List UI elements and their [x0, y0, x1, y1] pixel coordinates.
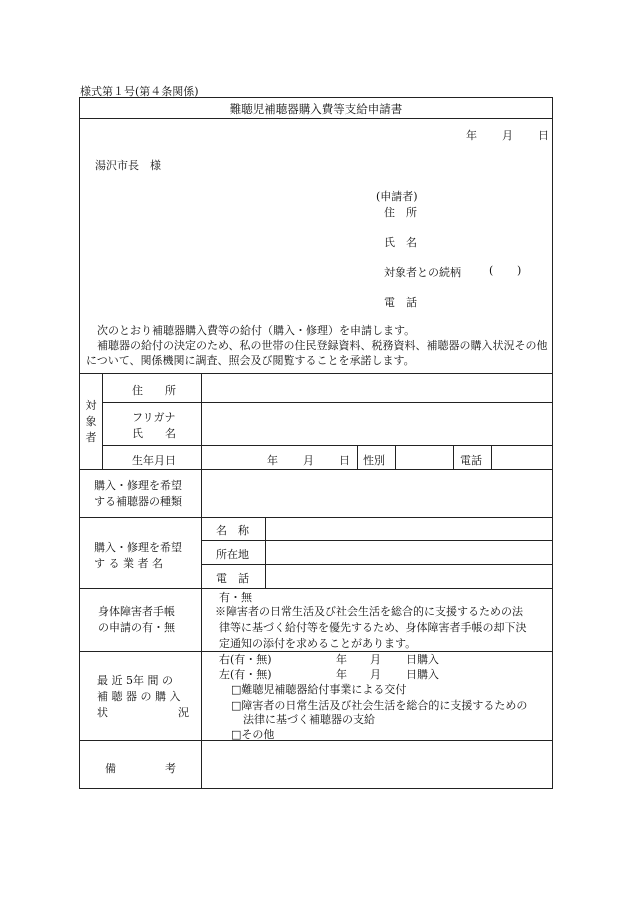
right-ear-choice: 右(有・無) [219, 653, 272, 666]
disability-note: ※障害者の日常生活及び社会生活を総合的に支援するための法 [215, 605, 523, 618]
subject-label-char: 者 [85, 431, 97, 444]
right-year-unit: 年 [336, 653, 347, 666]
subject-label-char: 象 [85, 415, 97, 428]
disability-label: 身体障害者手帳 [98, 605, 175, 618]
recent-label-2: 補 聴 器 の 購 入 [97, 690, 181, 703]
applicant-heading: (申請者) [376, 190, 418, 203]
row-divider [79, 740, 553, 741]
device-type-label-2: する補聴器の種類 [94, 495, 182, 508]
vendor-label: 購入・修理を希望 [94, 541, 182, 554]
option-checkbox[interactable]: □難聴児補聴器給付事業による交付 [231, 683, 407, 696]
row-divider [79, 517, 553, 518]
option-text: 法律に基づく補聴器の支給 [243, 713, 375, 726]
birthdate-label: 生年月日 [132, 454, 176, 467]
remarks-label: 備 [105, 762, 116, 775]
column-divider [491, 445, 492, 469]
row-divider [79, 469, 553, 470]
addressee: 湯沢市長 様 [95, 159, 161, 172]
option-checkbox[interactable]: □障害者の日常生活及び社会生活を総合的に支援するための [231, 699, 528, 712]
relation-paren-open: ( [489, 264, 494, 277]
form-number-label: 様式第１号(第４条関係) [80, 85, 199, 98]
disability-note-2: 律等に基づく給付等を優先するため、身体障害者手帳の却下決 [219, 621, 527, 634]
recent-label: 最 近 5年 間 の [97, 674, 173, 687]
birth-year-unit: 年 [267, 454, 278, 467]
remarks-label-2: 考 [165, 762, 176, 775]
disability-choice: 有・無 [219, 591, 252, 604]
vendor-location-label: 所在地 [216, 548, 249, 561]
section-divider [79, 373, 553, 374]
left-ear-choice: 左(有・無) [219, 668, 272, 681]
column-divider [102, 373, 103, 469]
title-divider [79, 118, 553, 119]
applicant-address-label: 住 所 [384, 206, 417, 219]
recent-label-3a: 状 [97, 706, 108, 719]
vendor-name-label: 名 称 [216, 524, 249, 537]
date-day: 日 [538, 129, 549, 142]
subject-furigana-label: フリガナ [132, 411, 176, 424]
subject-phone-label: 電話 [460, 454, 482, 467]
subject-label [80, 398, 102, 446]
right-purchase-day: 日購入 [406, 653, 439, 666]
row-divider [102, 402, 553, 403]
column-divider [453, 445, 454, 469]
subject-address-label: 住 所 [132, 384, 176, 397]
column-divider [395, 445, 396, 469]
row-divider [201, 540, 553, 541]
left-month-unit: 月 [370, 668, 381, 681]
applicant-name-label: 氏 名 [384, 236, 417, 249]
left-year-unit: 年 [336, 668, 347, 681]
disability-label-2: の申請の有・無 [98, 621, 175, 634]
row-divider [102, 445, 553, 446]
date-month: 月 [502, 129, 513, 142]
column-divider [201, 373, 202, 789]
date-year: 年 [466, 129, 477, 142]
disability-note-3: 定通知の添付を求めることがあります。 [219, 637, 417, 650]
column-divider [357, 445, 358, 469]
left-purchase-day: 日購入 [406, 668, 439, 681]
row-divider [201, 564, 553, 565]
vendor-phone-label: 電 話 [216, 572, 249, 585]
applicant-relation-label: 対象者との続柄 [384, 266, 461, 279]
recent-label-3b: 況 [178, 706, 189, 719]
form-title: 難聴児補聴器購入費等支給申請書 [229, 102, 403, 116]
right-month-unit: 月 [370, 653, 381, 666]
statement-line: 次のとおり補聴器購入費等の給付（購入・修理）を申請します。 [97, 324, 416, 337]
vendor-label-2: す る 業 者 名 [94, 557, 163, 570]
subject-name-label: 氏 名 [132, 427, 176, 440]
row-divider [79, 651, 553, 652]
row-divider [79, 588, 553, 589]
applicant-phone-label: 電 話 [384, 296, 417, 309]
subject-label-char: 対 [85, 399, 97, 412]
sex-label: 性別 [363, 454, 385, 467]
column-divider [265, 517, 266, 588]
consent-statement [86, 323, 548, 368]
option-checkbox[interactable]: □その他 [231, 728, 275, 741]
relation-paren-close: ) [517, 264, 522, 277]
birth-day-unit: 日 [339, 454, 350, 467]
birth-month-unit: 月 [303, 454, 314, 467]
statement-line: 補聴器の給付の決定のため、私の世帯の住民登録資料、税務資料、補聴器の購入状況その他について、関係機関に調査、照会及び閲覧することを承諾します。 [86, 339, 548, 367]
device-type-label: 購入・修理を希望 [94, 479, 182, 492]
